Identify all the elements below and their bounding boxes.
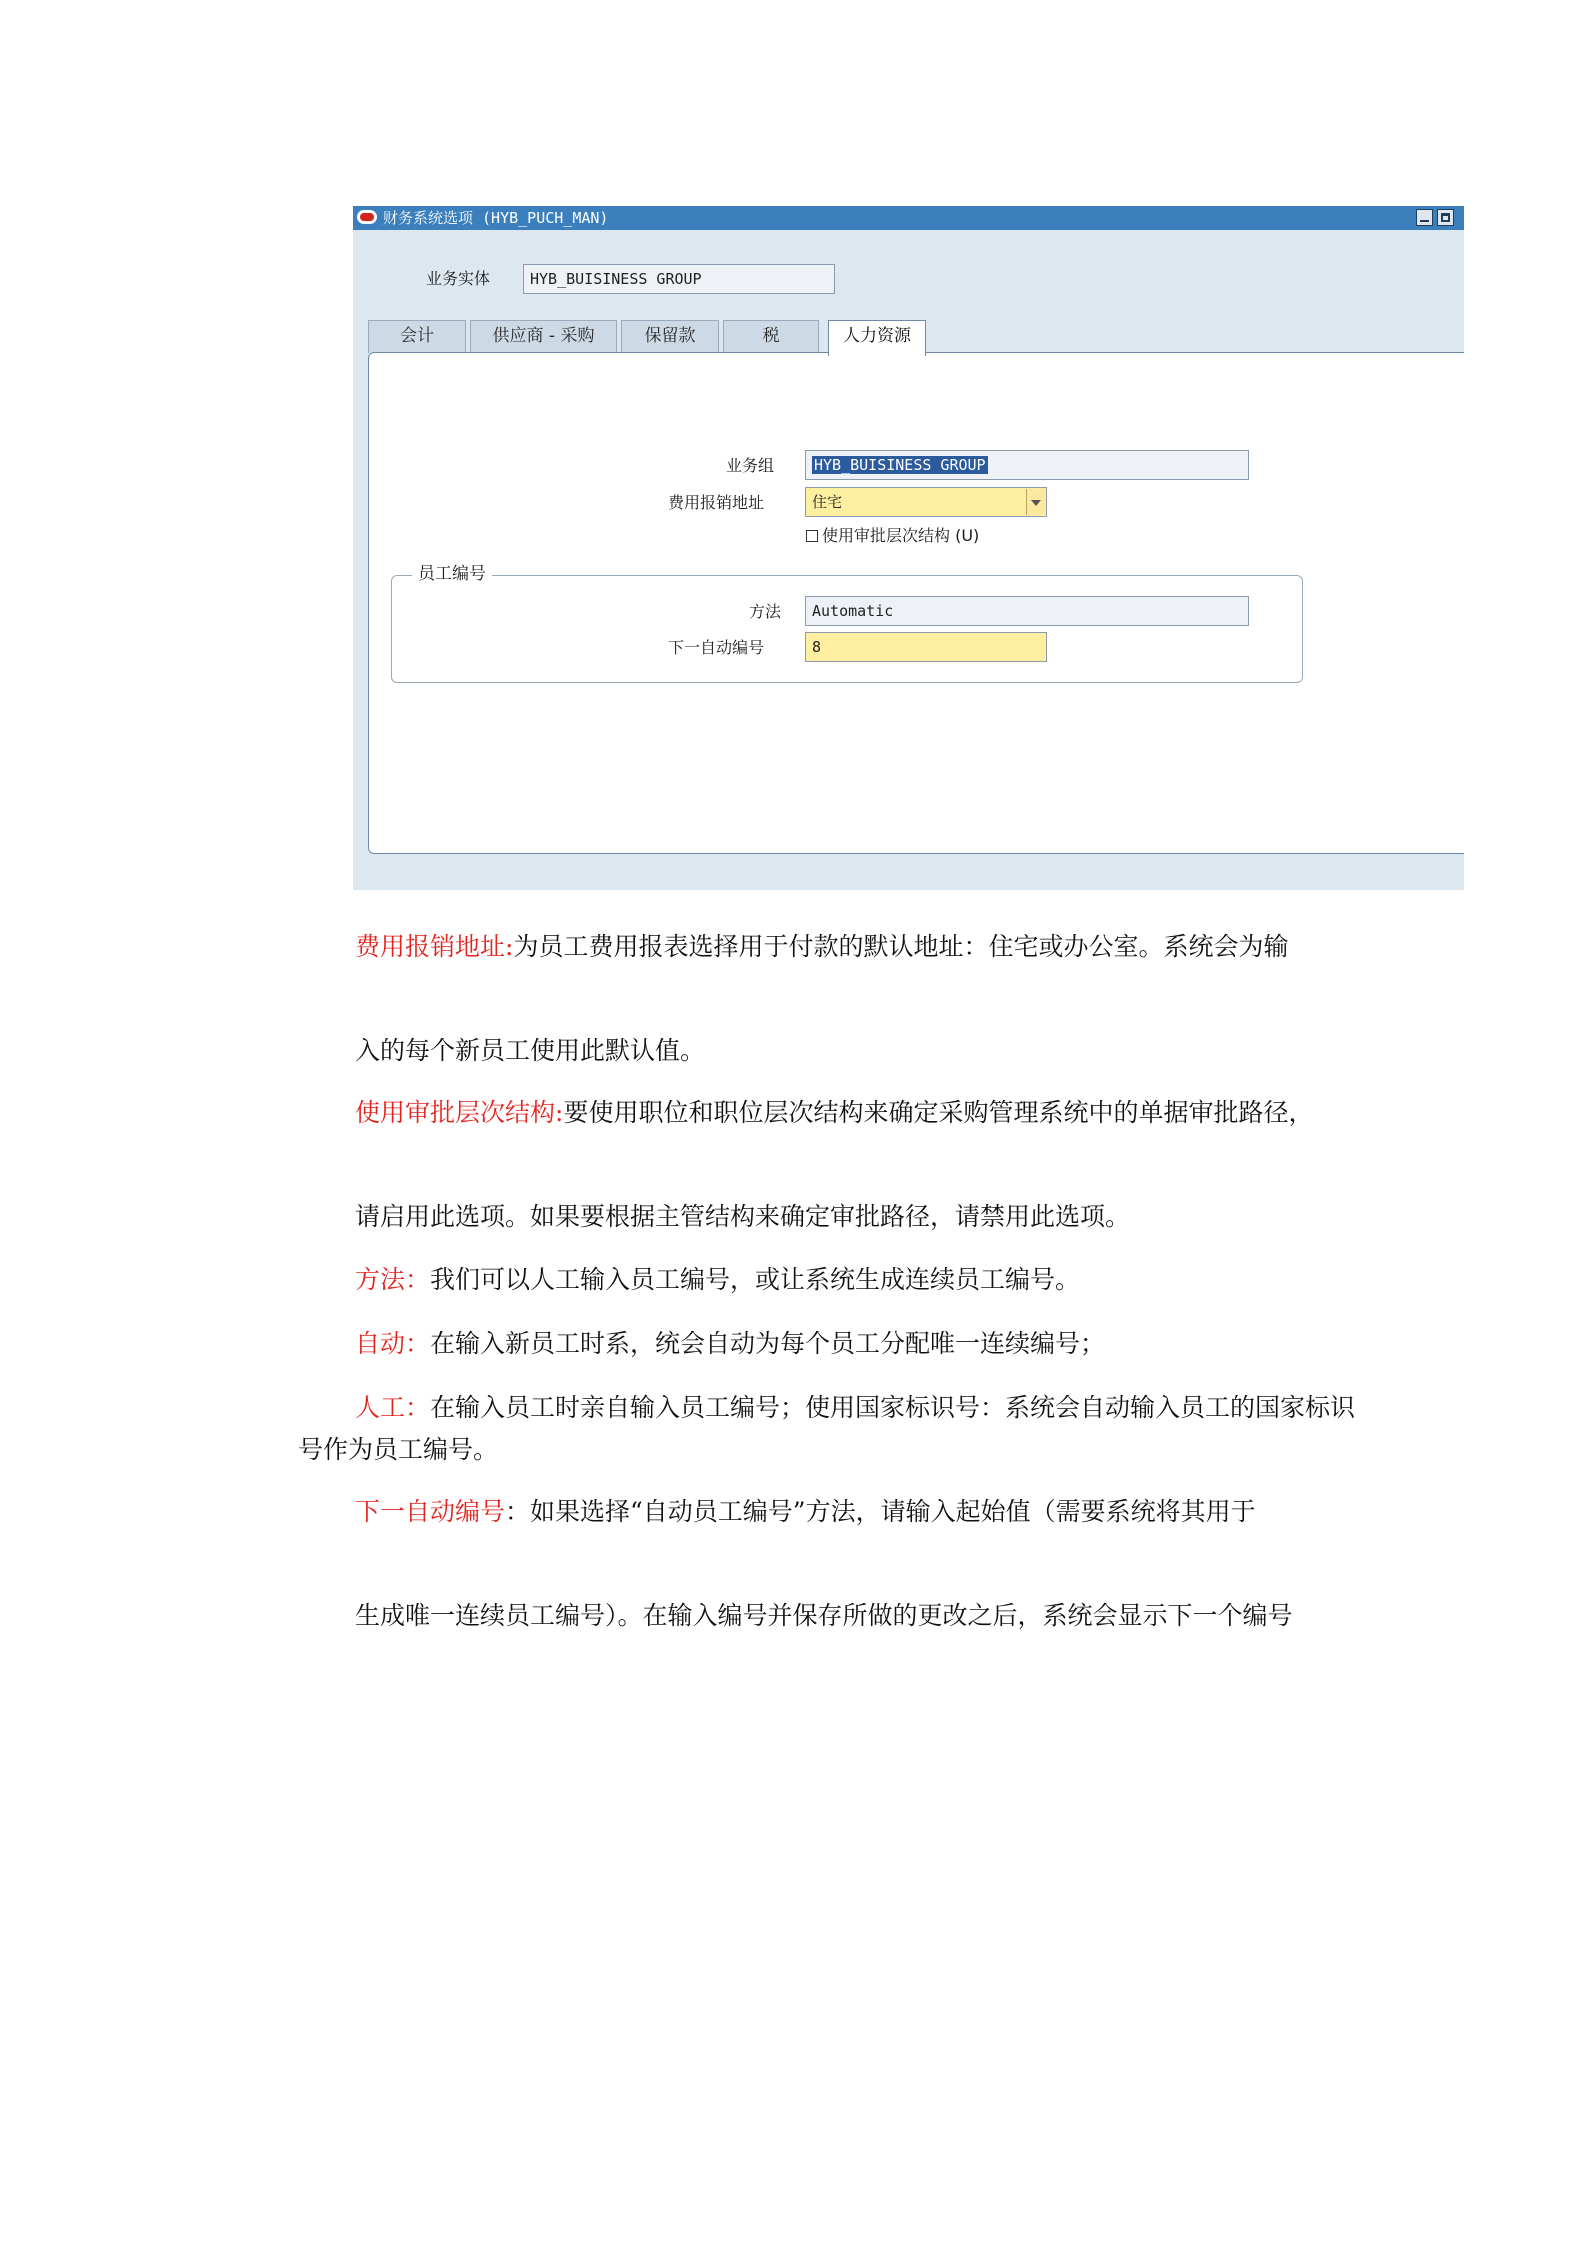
term: 人工： [355,1393,431,1422]
term: 下一自动编号 [355,1497,506,1526]
employee-numbering-title: 员工编号 [412,563,492,585]
paragraph-text: 请启用此选项。如果要根据主管结构来确定审批路径，请禁用此选项。 [355,1202,1131,1231]
paragraph-text: 生成唯一连续员工编号）。在输入编号并保存所做的更改之后，系统会显示下一个编号 [355,1601,1293,1630]
employee-numbering-group [391,575,1303,683]
chevron-down-icon[interactable] [1026,489,1045,515]
paragraph-text: 要使用职位和职位层次结构来确定采购管理系统中的单据审批路径， [563,1098,1314,1127]
paragraph-text: ：如果选择“自动员工编号”方法，请输入起始值（需要系统将其用于 [505,1497,1256,1526]
term: 自动： [355,1329,431,1358]
paragraph-approval-hierarchy-cont [355,1196,1413,1238]
expense-address-label: 费用报销地址 [668,493,765,512]
oracle-form-window [353,206,1464,890]
maximize-icon[interactable] [1437,209,1454,226]
paragraph-text: 为员工费用报表选择用于付款的默认地址：住宅或办公室。系统会为输 [513,932,1289,961]
paragraph-text: 入的每个新员工使用此默认值。 [355,1036,706,1065]
term: 方法： [355,1265,431,1294]
oracle-logo-icon [357,210,377,224]
next-number-label: 下一自动编号 [668,638,765,657]
tab-supplier-purchasing[interactable]: 供应商 - 采购 [470,320,617,353]
business-group-label: 业务组 [726,456,775,475]
business-group-field[interactable] [805,450,1249,480]
business-group-value: HYB_BUISINESS GROUP [814,456,986,474]
paragraph-next-number-cont [298,1595,1358,1637]
business-entity-label: 业务实体 [426,269,491,288]
paragraph-manual [298,1387,1358,1471]
next-number-field[interactable]: 8 [805,632,1047,662]
tab-human-resources[interactable]: 人力资源 [828,320,926,356]
paragraph-text: 在输入新员工时系，统会自动为每个员工分配唯一连续编号； [430,1329,1106,1358]
paragraph-expense-address [298,926,1358,968]
paragraph-text: 在输入员工时亲自输入员工编号；使用国家标识号：系统会自动输入员工的国家标识号作为员工编号。 [298,1393,1356,1464]
approval-hierarchy-label: 使用审批层次结构 (U) [822,526,980,545]
window-title: 财务系统选项 (HYB_PUCH_MAN) [383,209,609,227]
term: 使用审批层次结构: [355,1098,564,1127]
paragraph-text: 我们可以人工输入员工编号，或让系统生成连续员工编号。 [430,1265,1081,1294]
minimize-icon[interactable] [1416,209,1433,226]
approval-hierarchy-checkbox[interactable] [806,530,818,542]
tab-accounting[interactable]: 会计 [368,320,466,353]
method-field[interactable]: Automatic [805,596,1249,626]
expense-address-value: 住宅 [812,493,843,511]
paragraph-next-number [298,1491,1358,1533]
paragraph-method [355,1259,1413,1301]
paragraph-approval-hierarchy [298,1092,1358,1134]
tab-tax[interactable]: 税 [723,320,819,353]
business-entity-field[interactable]: HYB_BUISINESS GROUP [523,264,835,294]
window-titlebar [353,206,1464,230]
term: 费用报销地址: [355,932,514,961]
tab-retainage[interactable]: 保留款 [621,320,719,353]
paragraph-automatic [355,1323,1413,1365]
method-label: 方法 [749,602,782,621]
paragraph-expense-address-cont [355,1030,1413,1072]
expense-address-select[interactable] [805,487,1047,517]
